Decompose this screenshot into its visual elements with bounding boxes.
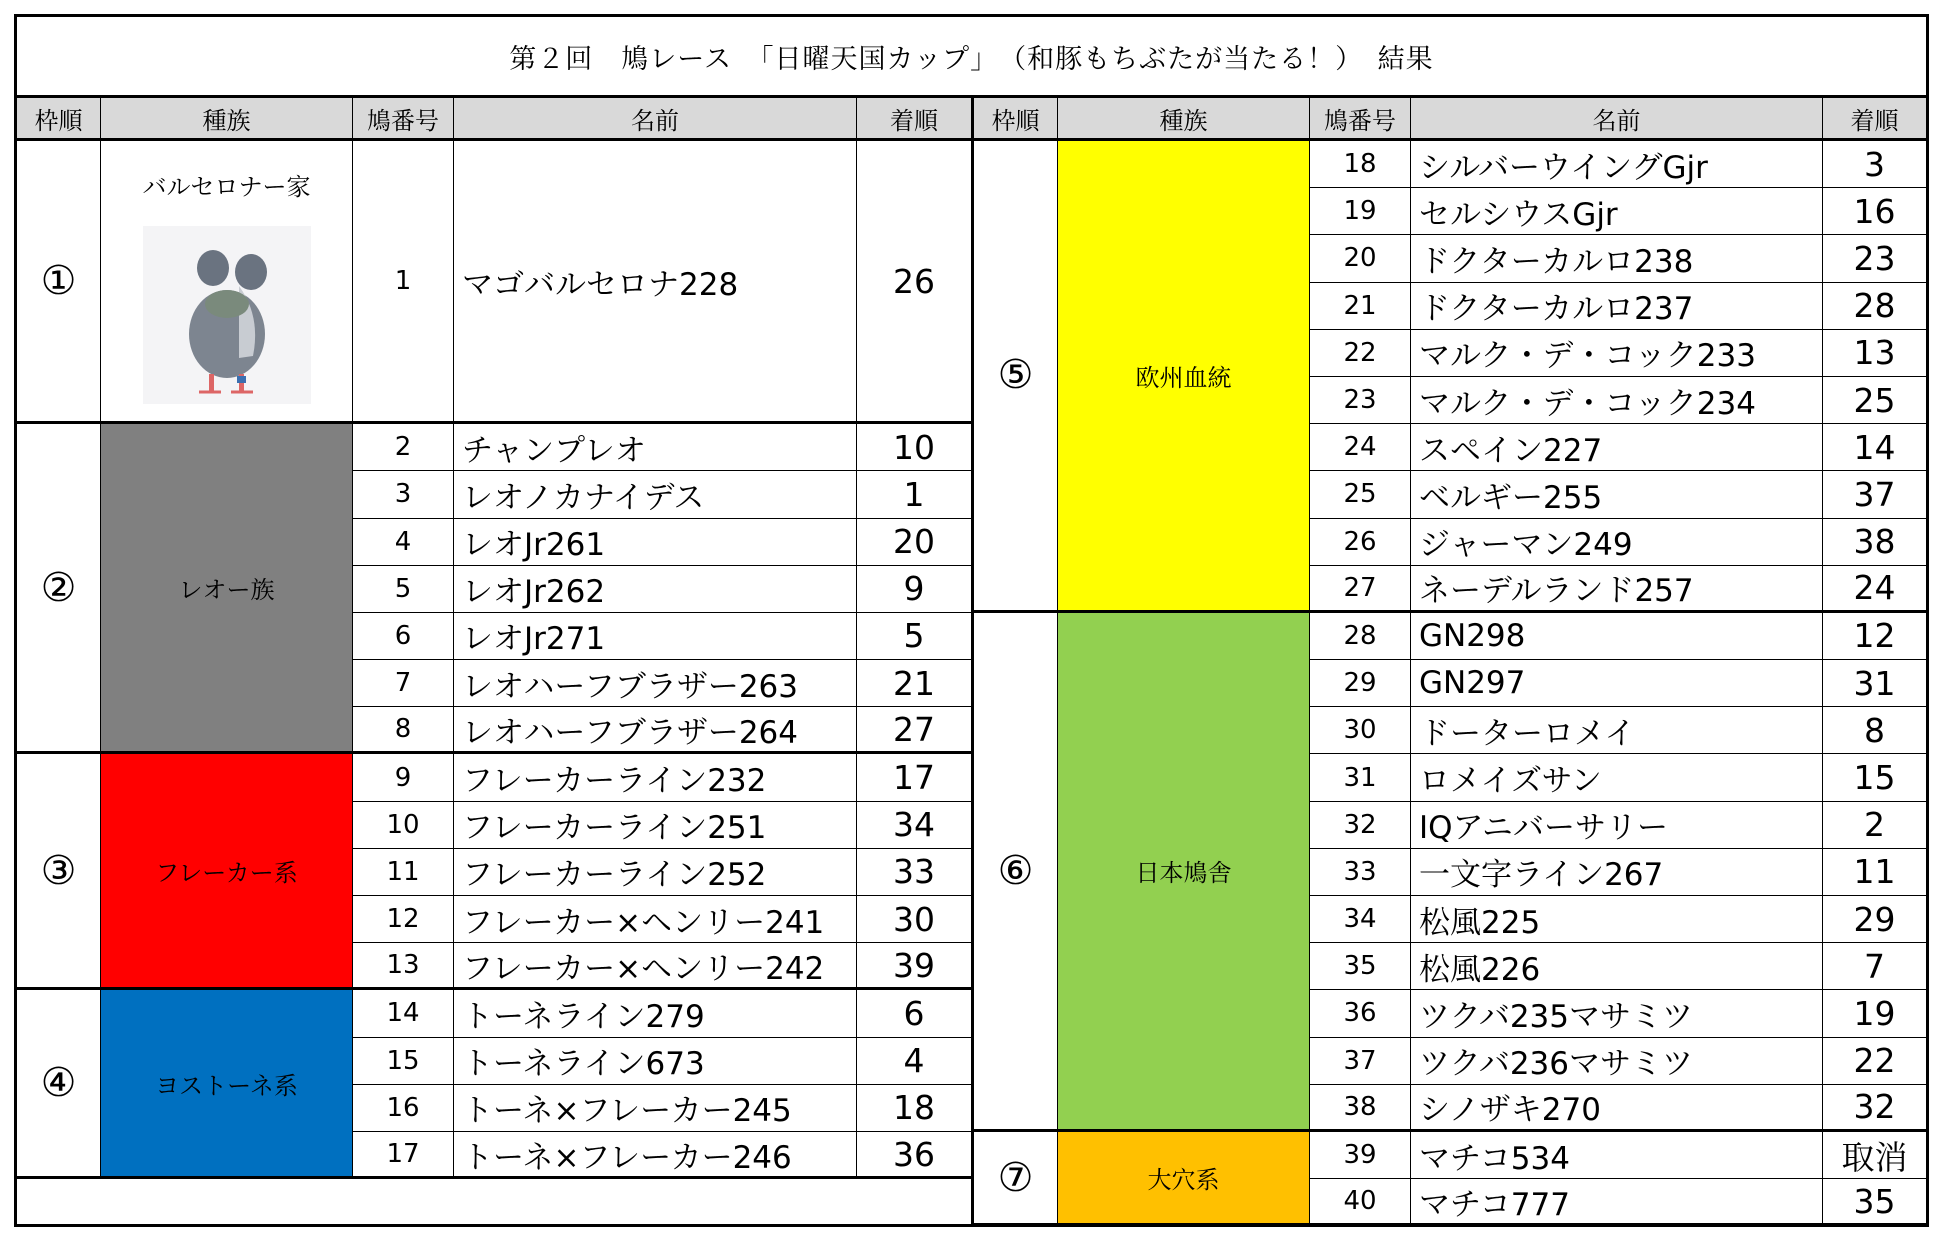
- breed-cell: [1058, 141, 1310, 613]
- finish-rank: 13: [1823, 330, 1926, 377]
- finish-rank: 16: [1823, 188, 1926, 235]
- frame-number: ⑦: [974, 1132, 1058, 1226]
- breed-cell: [101, 424, 353, 754]
- breed-cell: [1058, 613, 1310, 1132]
- finish-rank: 11: [1823, 849, 1926, 896]
- pigeon-name: GN298: [1411, 613, 1823, 660]
- pigeon-name: レオノカナイデス: [454, 471, 857, 518]
- finish-rank: 36: [857, 1132, 971, 1179]
- finish-rank: 7: [1823, 943, 1926, 990]
- finish-rank: 35: [1823, 1179, 1926, 1226]
- finish-rank: 33: [857, 849, 971, 896]
- pigeon-number: 11: [353, 849, 454, 896]
- pigeon-photo: [143, 226, 311, 404]
- pigeon-name: マチコ534: [1411, 1132, 1823, 1179]
- pigeon-name: ドクターカルロ237: [1411, 283, 1823, 330]
- pigeon-number: 5: [353, 566, 454, 613]
- finish-rank: 2: [1823, 802, 1926, 849]
- breed-cell: [101, 141, 353, 424]
- pigeon-name: マゴバルセロナ228: [454, 141, 857, 424]
- pigeon-name: トーネ×フレーカー245: [454, 1085, 857, 1132]
- finish-rank: 26: [857, 141, 971, 424]
- pigeon-number: 6: [353, 613, 454, 660]
- pigeon-number: 33: [1310, 849, 1411, 896]
- pigeon-name: レオハーフブラザー264: [454, 707, 857, 754]
- pigeon-name: IQアニバーサリー: [1411, 802, 1823, 849]
- frame-number: ③: [17, 754, 101, 990]
- pigeon-name: フレーカーライン232: [454, 754, 857, 801]
- finish-rank: 21: [857, 660, 971, 707]
- pigeon-name: ロメイズサン: [1411, 754, 1823, 801]
- pigeon-number: 24: [1310, 424, 1411, 471]
- finish-rank: 15: [1823, 754, 1926, 801]
- frame-number: ⑤: [974, 141, 1058, 613]
- pigeon-number: 17: [353, 1132, 454, 1179]
- finish-rank: 32: [1823, 1085, 1926, 1132]
- pigeon-name: 一文字ライン267: [1411, 849, 1823, 896]
- pigeon-number: 22: [1310, 330, 1411, 377]
- pigeon-name: レオJr261: [454, 519, 857, 566]
- header-name: 名前: [454, 98, 857, 141]
- pigeon-number: 15: [353, 1038, 454, 1085]
- pigeon-number: 3: [353, 471, 454, 518]
- pigeon-number: 28: [1310, 613, 1411, 660]
- pigeon-number: 39: [1310, 1132, 1411, 1179]
- pigeon-number: 36: [1310, 990, 1411, 1037]
- pigeon-number: 2: [353, 424, 454, 471]
- pigeon-number: 14: [353, 990, 454, 1037]
- header-number: 鳩番号: [353, 98, 454, 141]
- finish-rank: 1: [857, 471, 971, 518]
- pigeon-name: ネーデルランド257: [1411, 566, 1823, 613]
- finish-rank: 25: [1823, 377, 1926, 424]
- frame-number: ④: [17, 990, 101, 1179]
- pigeon-number: 34: [1310, 896, 1411, 943]
- pigeon-number: 30: [1310, 707, 1411, 754]
- finish-rank: 8: [1823, 707, 1926, 754]
- pigeon-number: 13: [353, 943, 454, 990]
- pigeon-number: 25: [1310, 471, 1411, 518]
- pigeon-name: 松風226: [1411, 943, 1823, 990]
- pigeon-name: フレーカーライン252: [454, 849, 857, 896]
- finish-rank: 18: [857, 1085, 971, 1132]
- pigeon-number: 38: [1310, 1085, 1411, 1132]
- finish-rank: 14: [1823, 424, 1926, 471]
- pigeon-name: フレーカーライン251: [454, 802, 857, 849]
- pigeon-number: 23: [1310, 377, 1411, 424]
- pigeon-number: 16: [353, 1085, 454, 1132]
- pigeon-name: トーネライン279: [454, 990, 857, 1037]
- finish-rank: 20: [857, 519, 971, 566]
- pigeon-name: レオJr262: [454, 566, 857, 613]
- pigeon-number: 9: [353, 754, 454, 801]
- pigeon-name: マルク・デ・コック233: [1411, 330, 1823, 377]
- pigeon-name: マチコ777: [1411, 1179, 1823, 1226]
- pigeon-name: スペイン227: [1411, 424, 1823, 471]
- breed-label: フレーカー系: [155, 859, 298, 888]
- pigeon-number: 7: [353, 660, 454, 707]
- pigeon-number: 40: [1310, 1179, 1411, 1226]
- pigeon-number: 31: [1310, 754, 1411, 801]
- pigeon-number: 35: [1310, 943, 1411, 990]
- header-rank: 着順: [1823, 98, 1926, 141]
- results-sheet: [14, 14, 1929, 1227]
- breed-label: 大穴系: [1147, 1166, 1220, 1195]
- pigeon-number: 37: [1310, 1038, 1411, 1085]
- frame-number: ①: [17, 141, 101, 424]
- finish-rank: 27: [857, 707, 971, 754]
- pigeon-name: チャンプレオ: [454, 424, 857, 471]
- finish-rank: 29: [1823, 896, 1926, 943]
- breed-cell: [101, 990, 353, 1179]
- frame-number: ⑥: [974, 613, 1058, 1132]
- pigeon-name: レオハーフブラザー263: [454, 660, 857, 707]
- finish-rank: 24: [1823, 566, 1926, 613]
- header-rank: 着順: [857, 98, 971, 141]
- breed-cell: [1058, 1132, 1310, 1226]
- pigeon-name: レオJr271: [454, 613, 857, 660]
- header-number: 鳩番号: [1310, 98, 1411, 141]
- pigeon-number: 10: [353, 802, 454, 849]
- finish-rank: 12: [1823, 613, 1926, 660]
- pigeon-number: 19: [1310, 188, 1411, 235]
- pigeon-name: フレーカー×ヘンリー241: [454, 896, 857, 943]
- pigeon-name: セルシウスGjr: [1411, 188, 1823, 235]
- pigeon-name: シノザキ270: [1411, 1085, 1823, 1132]
- finish-rank: 取消: [1823, 1132, 1926, 1179]
- pigeon-name: 松風225: [1411, 896, 1823, 943]
- header-breed: 種族: [101, 98, 353, 141]
- finish-rank: 28: [1823, 283, 1926, 330]
- pigeon-name: トーネ×フレーカー246: [454, 1132, 857, 1179]
- finish-rank: 6: [857, 990, 971, 1037]
- results-table-right: [974, 98, 1926, 1227]
- finish-rank: 34: [857, 802, 971, 849]
- page-title: 第２回 鳩レース 「日曜天国カップ」 （和豚もちぶたが当たる！） 結果: [17, 17, 1926, 98]
- breed-label: レオー族: [178, 576, 275, 605]
- pigeon-number: 18: [1310, 141, 1411, 188]
- breed-label: 欧州血統: [1135, 363, 1232, 392]
- finish-rank: 39: [857, 943, 971, 990]
- results-table-left: [17, 98, 974, 1227]
- finish-rank: 30: [857, 896, 971, 943]
- breed-label: ヨストーネ系: [155, 1071, 298, 1100]
- pigeon-number: 29: [1310, 660, 1411, 707]
- finish-rank: 31: [1823, 660, 1926, 707]
- pigeon-number: 4: [353, 519, 454, 566]
- finish-rank: 23: [1823, 235, 1926, 282]
- header-frame: 枠順: [17, 98, 101, 141]
- breed-label: 日本鳩舎: [1135, 859, 1232, 888]
- pigeon-number: 26: [1310, 519, 1411, 566]
- pigeon-number: 21: [1310, 283, 1411, 330]
- pigeon-name: ベルギー255: [1411, 471, 1823, 518]
- pigeon-number: 32: [1310, 802, 1411, 849]
- header-name: 名前: [1411, 98, 1823, 141]
- pigeon-name: トーネライン673: [454, 1038, 857, 1085]
- breed-label: バルセロナー家: [142, 173, 311, 201]
- finish-rank: 4: [857, 1038, 971, 1085]
- pigeon-name: マルク・デ・コック234: [1411, 377, 1823, 424]
- finish-rank: 22: [1823, 1038, 1926, 1085]
- pigeon-number: 1: [353, 141, 454, 424]
- finish-rank: 3: [1823, 141, 1926, 188]
- pigeon-name: ドーターロメイ: [1411, 707, 1823, 754]
- pigeon-name: フレーカー×ヘンリー242: [454, 943, 857, 990]
- pigeon-number: 8: [353, 707, 454, 754]
- pigeon-number: 12: [353, 896, 454, 943]
- breed-cell: [101, 754, 353, 990]
- pigeon-number: 27: [1310, 566, 1411, 613]
- finish-rank: 38: [1823, 519, 1926, 566]
- finish-rank: 19: [1823, 990, 1926, 1037]
- pigeon-name: ジャーマン249: [1411, 519, 1823, 566]
- pigeon-name: シルバーウイングGjr: [1411, 141, 1823, 188]
- finish-rank: 5: [857, 613, 971, 660]
- finish-rank: 17: [857, 754, 971, 801]
- pigeon-name: GN297: [1411, 660, 1823, 707]
- header-frame: 枠順: [974, 98, 1058, 141]
- finish-rank: 9: [857, 566, 971, 613]
- finish-rank: 37: [1823, 471, 1926, 518]
- finish-rank: 10: [857, 424, 971, 471]
- pigeon-name: ツクバ235マサミツ: [1411, 990, 1823, 1037]
- pigeon-number: 20: [1310, 235, 1411, 282]
- pigeon-name: ドクターカルロ238: [1411, 235, 1823, 282]
- frame-number: ②: [17, 424, 101, 754]
- pigeon-name: ツクバ236マサミツ: [1411, 1038, 1823, 1085]
- header-breed: 種族: [1058, 98, 1310, 141]
